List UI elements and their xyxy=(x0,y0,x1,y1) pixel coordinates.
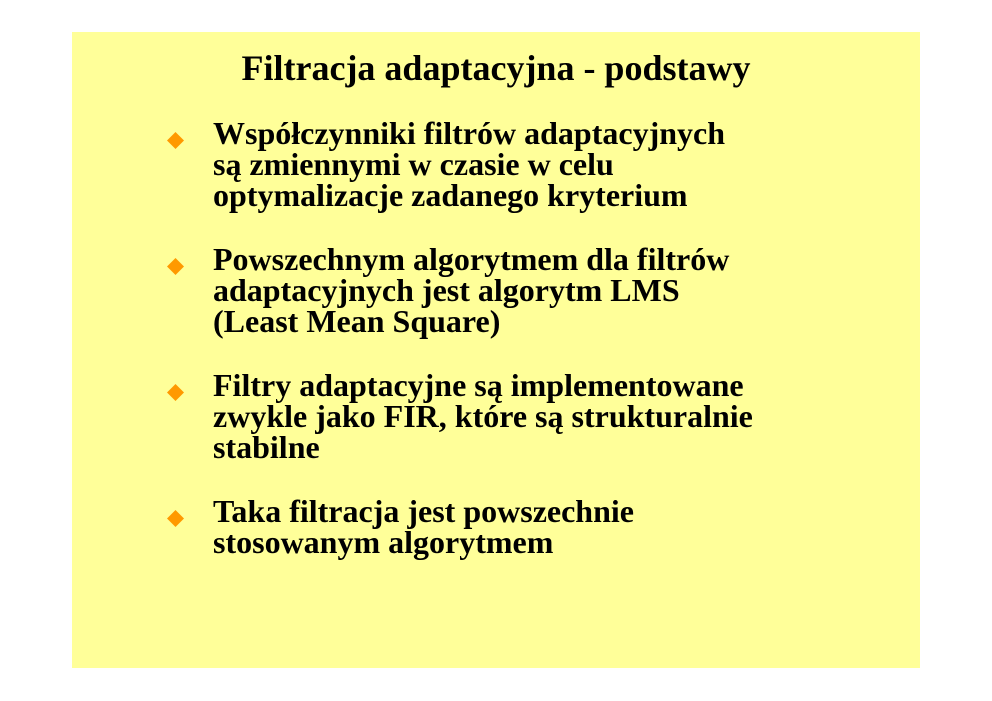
diamond-bullet-icon xyxy=(167,258,184,275)
bullet-line: Taka filtracja jest powszechnie xyxy=(213,493,634,529)
slide xyxy=(72,32,920,668)
bullet-line: Powszechnym algorytmem dla filtrów xyxy=(213,241,730,277)
bullet-line: (Least Mean Square) xyxy=(213,303,501,339)
bullet-line: Filtry adaptacyjne są implementowane xyxy=(213,367,744,403)
bullet-line: są zmiennymi w czasie w celu xyxy=(213,146,614,182)
slide-title: Filtracja adaptacyjna - podstawy xyxy=(241,48,751,88)
diamond-bullet-icon xyxy=(167,132,184,149)
bullet-line: adaptacyjnych jest algorytm LMS xyxy=(213,272,680,308)
bullet-text xyxy=(213,493,913,560)
bullet-line: optymalizacje zadanego kryterium xyxy=(213,177,688,213)
bullet-line: stosowanym algorytmem xyxy=(213,524,554,560)
bullet-text xyxy=(213,241,913,339)
bullet-line: zwykle jako FIR, które są strukturalnie xyxy=(213,398,753,434)
diamond-bullet-icon xyxy=(167,384,184,401)
bullet-list xyxy=(72,32,920,668)
bullet-text xyxy=(213,367,913,465)
bullet-text xyxy=(213,115,913,213)
bullet-line: stabilne xyxy=(213,429,320,465)
diamond-bullet-icon xyxy=(167,510,184,527)
bullet-line: Współczynniki filtrów adaptacyjnych xyxy=(213,115,726,151)
